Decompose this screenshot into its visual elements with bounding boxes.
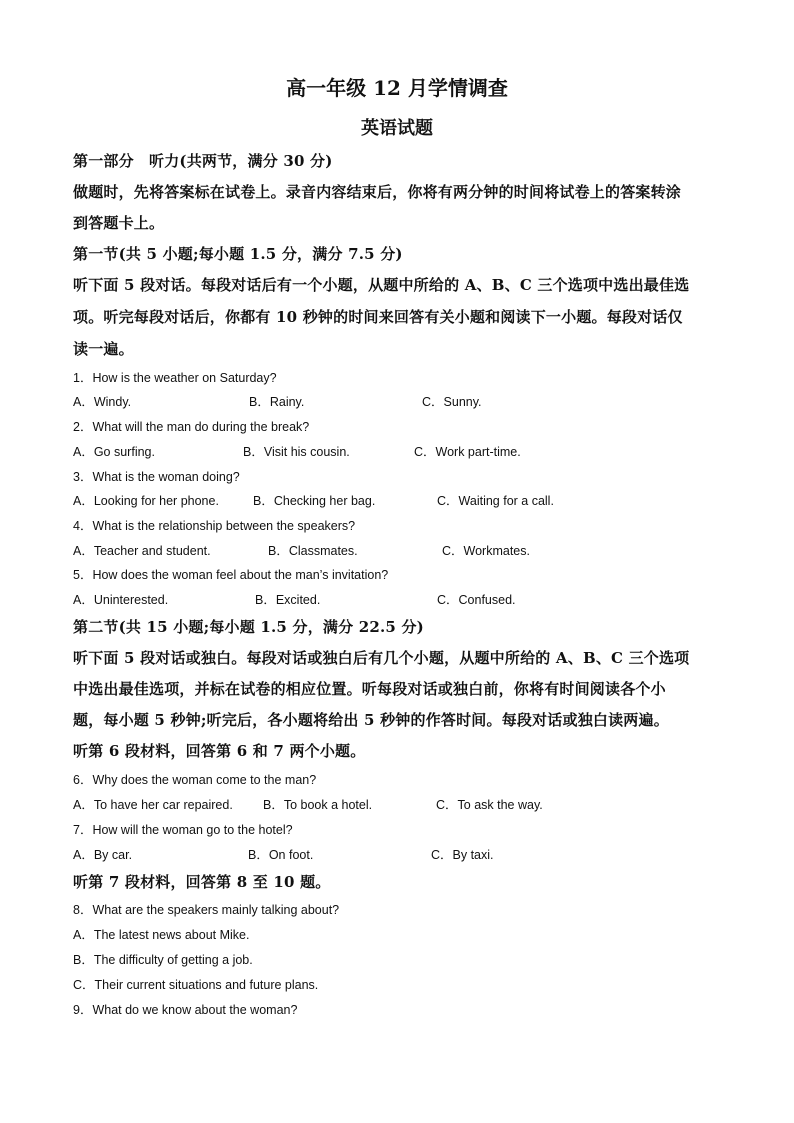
part1-instructions-line-2: 到答题卡上。 (73, 214, 165, 232)
part1-instructions-line-1: 做题时，先将答案标在试卷上。录音内容结束后，你将有两分钟的时间将试卷上的答案转涂 (73, 183, 682, 201)
question-6-option-c: C．To ask the way. (436, 798, 543, 812)
question-4: 4．What is the relationship between the speakers? (73, 519, 356, 533)
question-5-option-a: A．Uninterested. (73, 593, 169, 607)
group-6-heading: 听第 6 段材料，回答第 6 和 7 两个小题。 (73, 742, 366, 760)
section1-heading: 第一节(共 5 小题;每小题 1.5 分，满分 7.5 分) (73, 245, 403, 263)
question-7-option-b: B．On foot. (248, 848, 314, 862)
question-5: 5．How does the woman feel about the man’s invitation? (73, 568, 389, 582)
exam-subtitle: 英语试题 (361, 118, 433, 139)
question-9: 9．What do we know about the woman? (73, 1003, 298, 1017)
question-7: 7．How will the woman go to the hotel? (73, 823, 293, 837)
question-8-option-a: A．The latest news about Mike. (73, 928, 250, 942)
group-7-heading: 听第 7 段材料，回答第 8 至 10 题。 (73, 873, 331, 891)
part1-heading: 第一部分 听力(共两节，满分 30 分) (73, 152, 333, 170)
question-2: 2．What will the man do during the break? (73, 420, 310, 434)
question-2-option-a: A．Go surfing. (73, 445, 155, 459)
question-8-option-b: B．The difficulty of getting a job. (73, 953, 253, 967)
question-2-option-b: B．Visit his cousin. (243, 445, 350, 459)
section2-instructions-line-1: 听下面 5 段对话或独白。每段对话或独白后有几个小题，从题中所给的 A、B、C 三个选项 (73, 649, 690, 667)
question-4-option-b: B．Classmates. (268, 544, 358, 558)
question-3-option-c: C．Waiting for a call. (437, 494, 554, 508)
question-8-option-c: C．Their current situations and future plans. (73, 978, 319, 992)
section2-instructions-line-3: 题，每小题 5 秒钟;听完后，各小题将给出 5 秒钟的作答时间。每段对话或独白读两遍。 (73, 711, 669, 729)
question-5-option-b: B．Excited. (255, 593, 321, 607)
question-3: 3．What is the woman doing? (73, 470, 240, 484)
question-1-option-b: B．Rainy. (249, 395, 305, 409)
question-4-option-c: C．Workmates. (442, 544, 530, 558)
question-1-option-c: C．Sunny. (422, 395, 482, 409)
question-6: 6．Why does the woman come to the man? (73, 773, 317, 787)
question-5-option-c: C．Confused. (437, 593, 516, 607)
question-3-option-a: A．Looking for her phone. (73, 494, 219, 508)
exam-title: 高一年级 12 月学情调查 (286, 76, 508, 100)
question-1: 1．How is the weather on Saturday? (73, 371, 277, 385)
question-3-option-b: B．Checking her bag. (253, 494, 376, 508)
section2-instructions-line-2: 中选出最佳选项，并标在试卷的相应位置。听每段对话或独白前，你将有时间阅读各个小 (73, 680, 666, 698)
question-1-option-a: A．Windy. (73, 395, 132, 409)
section1-instructions-line-1: 听下面 5 段对话。每段对话后有一个小题，从题中所给的 A、B、C 三个选项中选出最佳选 (73, 276, 690, 294)
section1-instructions-line-2: 项。听完每段对话后，你都有 10 秒钟的时间来回答有关小题和阅读下一小题。每段对话仅 (73, 308, 683, 326)
question-7-option-a: A．By car. (73, 848, 133, 862)
question-8: 8．What are the speakers mainly talking about? (73, 903, 340, 917)
question-2-option-c: C．Work part-time. (414, 445, 521, 459)
question-6-option-a: A．To have her car repaired. (73, 798, 233, 812)
section2-heading: 第二节(共 15 小题;每小题 1.5 分，满分 22.5 分) (73, 618, 424, 636)
question-7-option-c: C．By taxi. (431, 848, 494, 862)
section1-instructions-line-3: 读一遍。 (73, 340, 134, 358)
question-6-option-b: B．To book a hotel. (263, 798, 373, 812)
question-4-option-a: A．Teacher and student. (73, 544, 211, 558)
